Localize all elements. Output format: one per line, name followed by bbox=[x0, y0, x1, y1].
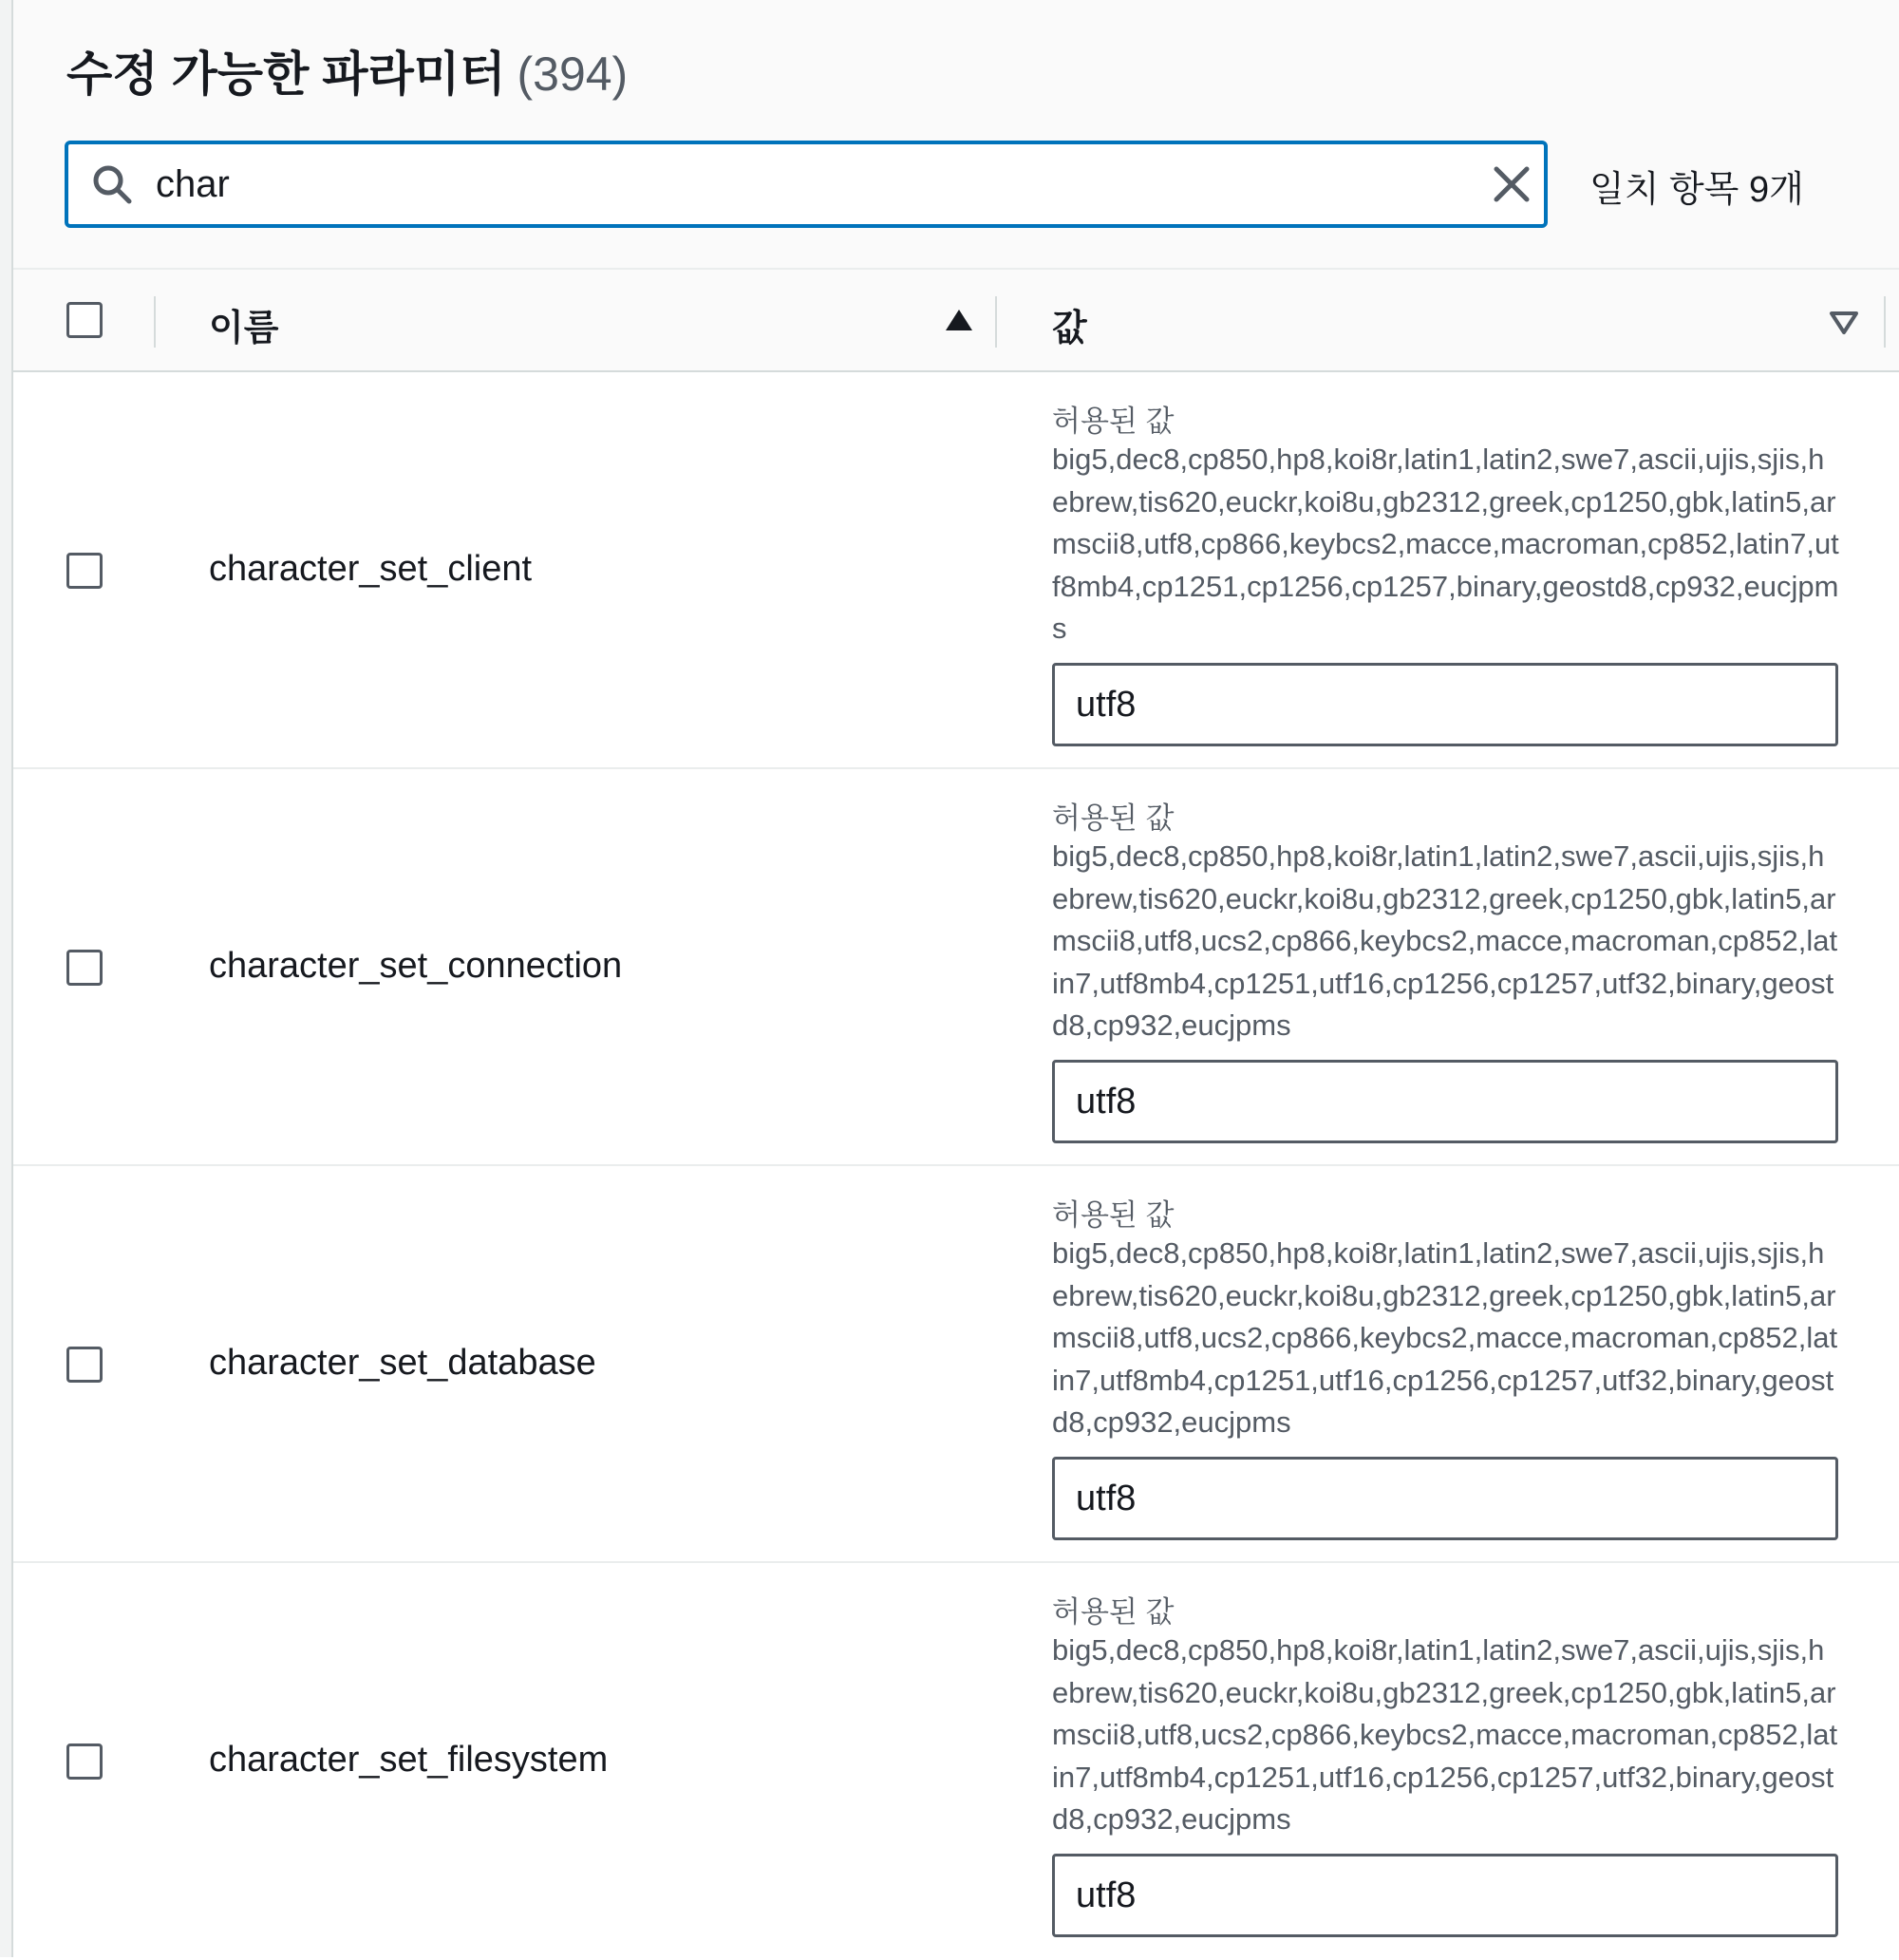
left-edge-divider bbox=[0, 0, 13, 1957]
caret-down-outline-icon[interactable] bbox=[1829, 310, 1859, 336]
column-separator bbox=[1884, 296, 1886, 348]
allowed-values-label: 허용된 값 bbox=[1052, 801, 1175, 835]
allowed-values-label: 허용된 값 bbox=[1052, 1595, 1175, 1629]
parameter-name: character_set_client bbox=[209, 549, 533, 589]
row-checkbox[interactable] bbox=[66, 1743, 103, 1780]
allowed-values-label: 허용된 값 bbox=[1052, 1198, 1175, 1232]
parameter-name: character_set_database bbox=[209, 1343, 596, 1383]
close-icon[interactable] bbox=[1491, 163, 1532, 205]
parameter-value-input[interactable] bbox=[1052, 1854, 1838, 1937]
table-header bbox=[13, 270, 1899, 372]
column-separator bbox=[995, 296, 997, 348]
parameter-count: (394) bbox=[517, 47, 629, 101]
parameter-value-input[interactable] bbox=[1052, 663, 1838, 746]
table-row bbox=[13, 769, 1899, 1166]
allowed-values: big5,dec8,cp850,hp8,koi8r,latin1,latin2,swe7,ascii,ujis,sjis,hebrew,tis620,euckr,koi8u,gb2312,greek,cp1250,gbk,latin5,armscii8,utf8,cp866,keybcs2,macce,macroman,cp852,latin7,utf8mb4,cp1251,cp1256,cp1257,binary,geostd8,cp932,eucjpms bbox=[1052, 443, 1839, 645]
allowed-values: big5,dec8,cp850,hp8,koi8r,latin1,latin2,swe7,ascii,ujis,sjis,hebrew,tis620,euckr,koi8u,gb2312,greek,cp1250,gbk,latin5,armscii8,utf8,ucs2,cp866,keybcs2,macce,macroman,cp852,latin7,utf8mb4,cp1251,utf16,cp1256,cp1257,utf32,binary,geostd8,cp932,eucjpms bbox=[1052, 839, 1838, 1042]
parameter-value-input[interactable] bbox=[1052, 1457, 1838, 1540]
allowed-values-label: 허용된 값 bbox=[1052, 405, 1175, 438]
row-checkbox[interactable] bbox=[66, 553, 103, 589]
table-row bbox=[13, 372, 1899, 769]
page-title bbox=[66, 36, 628, 104]
row-checkbox[interactable] bbox=[66, 1347, 103, 1383]
parameter-name: character_set_connection bbox=[209, 946, 623, 986]
search-icon bbox=[89, 161, 135, 207]
row-checkbox[interactable] bbox=[66, 950, 103, 986]
parameters-panel bbox=[13, 0, 1899, 1957]
column-header-value[interactable]: 값 bbox=[1052, 309, 1087, 349]
parameter-value-input[interactable] bbox=[1052, 1060, 1838, 1143]
caret-up-filled-icon[interactable] bbox=[944, 308, 974, 334]
allowed-values: big5,dec8,cp850,hp8,koi8r,latin1,latin2,swe7,ascii,ujis,sjis,hebrew,tis620,euckr,koi8u,gb2312,greek,cp1250,gbk,latin5,armscii8,utf8,ucs2,cp866,keybcs2,macce,macroman,cp852,latin7,utf8mb4,cp1251,utf16,cp1256,cp1257,utf32,binary,geostd8,cp932,eucjpms bbox=[1052, 1236, 1838, 1439]
match-count: 일치 항목 9개 bbox=[1589, 170, 1804, 210]
table-row bbox=[13, 1563, 1899, 1960]
search-input[interactable] bbox=[156, 154, 1390, 215]
parameter-name: character_set_filesystem bbox=[209, 1740, 609, 1780]
column-header-name[interactable]: 이름 bbox=[209, 309, 279, 349]
allowed-values: big5,dec8,cp850,hp8,koi8r,latin1,latin2,swe7,ascii,ujis,sjis,hebrew,tis620,euckr,koi8u,gb2312,greek,cp1250,gbk,latin5,armscii8,utf8,ucs2,cp866,keybcs2,macce,macroman,cp852,latin7,utf8mb4,cp1251,utf16,cp1256,cp1257,utf32,binary,geostd8,cp932,eucjpms bbox=[1052, 1633, 1838, 1836]
panel-header bbox=[13, 0, 1899, 270]
search-box[interactable] bbox=[65, 141, 1548, 228]
column-separator bbox=[154, 296, 156, 348]
page-title-text: 수정 가능한 파라미터 bbox=[66, 47, 506, 101]
select-all-checkbox[interactable] bbox=[66, 302, 103, 338]
table-row bbox=[13, 1166, 1899, 1563]
